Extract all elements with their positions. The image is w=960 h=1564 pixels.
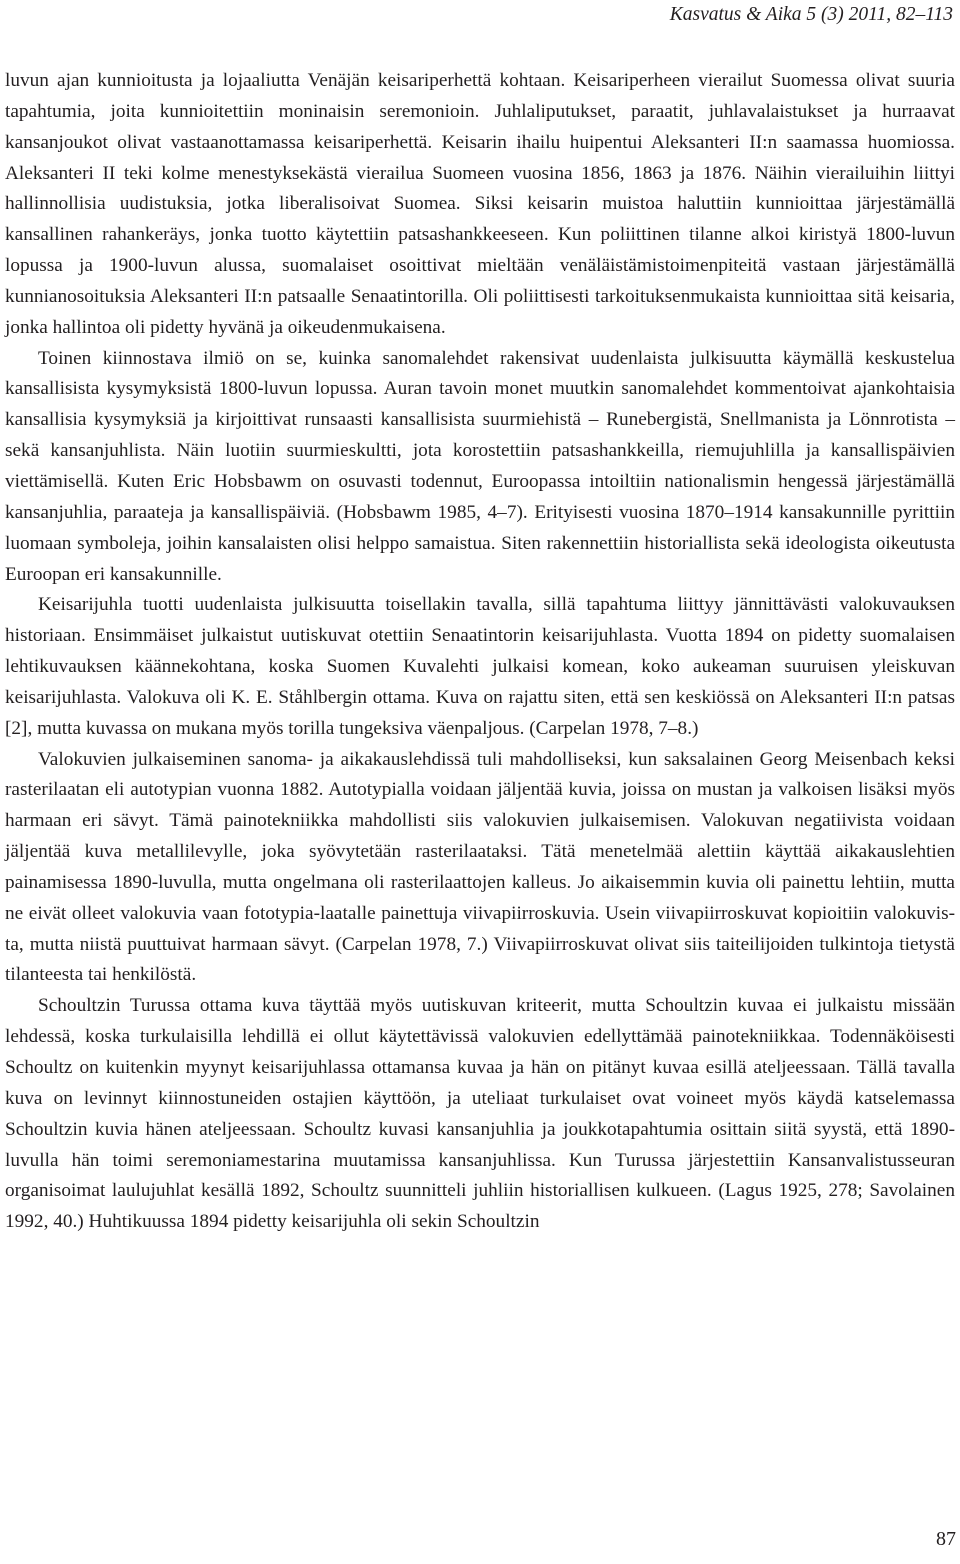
paragraph: Valokuvien julkaiseminen sanoma- ja aikakauslehdissä tuli mahdolliseksi, kun saksalainen Georg Meisenbach keksi rasterilaatan eli autotypian vuonna 1882. Autotypialla voidaan jäljentää kuvia, joissa on mustan ja valkoisen lisäksi myös harmaan eri sävyt. Tämä painotekniikka mahdollisti siis valokuvien julkaisemisen. Valokuvan negatiivista voidaan jäljentää kuva metallilevylle, joka syövytetään rasterilaataksi. Tätä menetelmää alettiin käyttää aikakauslehtien painamisessa 1890-luvulla, mutta ongelmana oli rasterilaattojen kalleus. Jo aikaisemmin kuvia oli painettu lehtiin, mutta ne eivät olleet valokuvia vaan fototypia-laatalle painettuja viivapiirroskuvia. Usein viivapiirroskuvat kopioitiin valokuvista, mutta niistä puuttuivat harmaan sävyt. (Carpelan 1978, 7.) Viivapiirroskuvat olivat siis taiteilijoiden tulkintoja tietystä tilanteesta tai henkilöstä. xyxy=(5,748,955,986)
paragraph: Toinen kiinnostava ilmiö on se, kuinka sanomalehdet rakensivat uudenlaista julkisuutta käymällä keskustelua kansallisista kysymyksistä 1800-luvun lopussa. Auran tavoin monet muutkin sanomalehdet kommentoivat ajankohtaisia kansallisia kysymyksiä ja kirjoittivat runsaasti kansallisista suurmiehistä – Runebergistä, Snellmanista ja Lönnrotista – sekä kansanjuhlista. Näin luotiin suurmieskultti, jota korostettiin patsashankkeilla, riemujuhlilla ja kansallispäivien viettämisellä. Kuten Eric Hobsbawm on osuvasti todennut, Euroopassa intoiltiin nationalismin hengessä järjestämällä kansanjuhlia, paraateja ja kansallispäiviä. (Hobsbawm 1985, 4–7). Erityisesti vuosina 1870–1914 kansakunnille pyrittiin luomaan symboleja, joihin kansalaisten olisi helppo samaistua. Siten rakennettiin historiallista sekä ideologista oikeutusta Euroopan eri kansakunnille. xyxy=(5,347,955,585)
article-body xyxy=(5,66,955,1238)
paragraph: Keisarijuhla tuotti uudenlaista julkisuutta toisellakin tavalla, sillä tapahtuma liittyy jännittävästi valokuvauksen historiaan. Ensimmäiset julkaistut uutiskuvat otettiin Senaatintorin keisarijuhlasta. Vuotta 1894 on pidetty suomalaisen lehtikuvauksen käännekohtana, koska Suomen Kuvalehti julkaisi komean, koko aukeaman suuruisen yleiskuvan keisarijuhlasta. Valokuva oli K. E. Ståhlbergin ottama. Kuva on rajattu siten, että sen keskiössä on Aleksanteri II:n patsas [2], mutta kuvassa on mukana myös torilla tungeksiva väenpaljous. (Carpelan 1978, 7–8.) xyxy=(5,594,955,739)
running-head: Kasvatus & Aika 5 (3) 2011, 82–113 xyxy=(669,4,953,25)
paragraph: luvun ajan kunnioitusta ja lojaaliutta Venäjän keisariperhettä kohtaan. Keisariperheen vierailut Suomessa olivat suuria tapahtumia, joita kunnioitettiin moninaisin seremonioin. Juhlaliputukset, paraatit, juhlavalaistukset ja hurraavat kansanjoukot olivat vastaanottamassa keisariperhettä. Keisarin ihailu huipentui Aleksanteri II:n saamassa huomiossa. Aleksanteri II teki kolme menestyksekästä vierailua Suomeen vuosina 1856, 1863 ja 1876. Näihin vierailuihin liittyi hallinnollisia uudistuksia, jotka liberalisoivat Suomea. Siksi keisarin muistoa haluttiin kunnioittaa järjestämällä kansallinen rahankeräys, jonka tuotto käytettiin patsashankkeeseen. Kun poliittinen tilanne alkoi kiristyä 1800-luvun lopussa ja 1900-luvun alussa, suomalaiset osoittivat mieltään venäläistämistoimenpiteitä vastaan järjestämällä kunnianosoituksia Aleksanteri II:n patsaalle Senaatintorilla. Oli poliittisesti tarkoituksenmukaista kunnioittaa sitä keisaria, jonka hallintoa oli pidetty hyvänä ja oikeudenmukaisena. xyxy=(5,70,955,338)
page-number: 87 xyxy=(936,1528,956,1550)
paragraph: Schoultzin Turussa ottama kuva täyttää myös uutiskuvan kriteerit, mutta Schoultzin kuvaa ei julkaistu missään lehdessä, koska turkulaisilla lehdillä ei ollut käytettävissä valokuvien edellyttämää painotekniikkaa. Todennäköisesti Schoultz on kuitenkin myynyt keisarijuhlassa ottamansa kuvaa ja hän on pitänyt kuvaa esillä ateljeessaan. Tällä tavalla kuva on levinnyt kiinnostuneiden ostajien käyttöön, ja uteliaat turkulaiset ovat voineet myös käydä katselemassa Schoultzin kuvia hänen ateljeessaan. Schoultz kuvasi kansanjuhlia ja joukkotapahtumia osittain siitä syystä, että 1890-luvulla hän toimi seremoniamestarina muutamissa kansanjuhlissa. Kun Turussa järjestettiin Kansanvalistusseuran organisoimat laulujuhlat kesällä 1892, Schoultz suunnitteli juhliin historiallisen kulkueen. (Lagus 1925, 278; Savolainen 1992, 40.) Huhtikuussa 1894 pidetty keisarijuhla oli sekin Schoultzin xyxy=(5,995,955,1233)
